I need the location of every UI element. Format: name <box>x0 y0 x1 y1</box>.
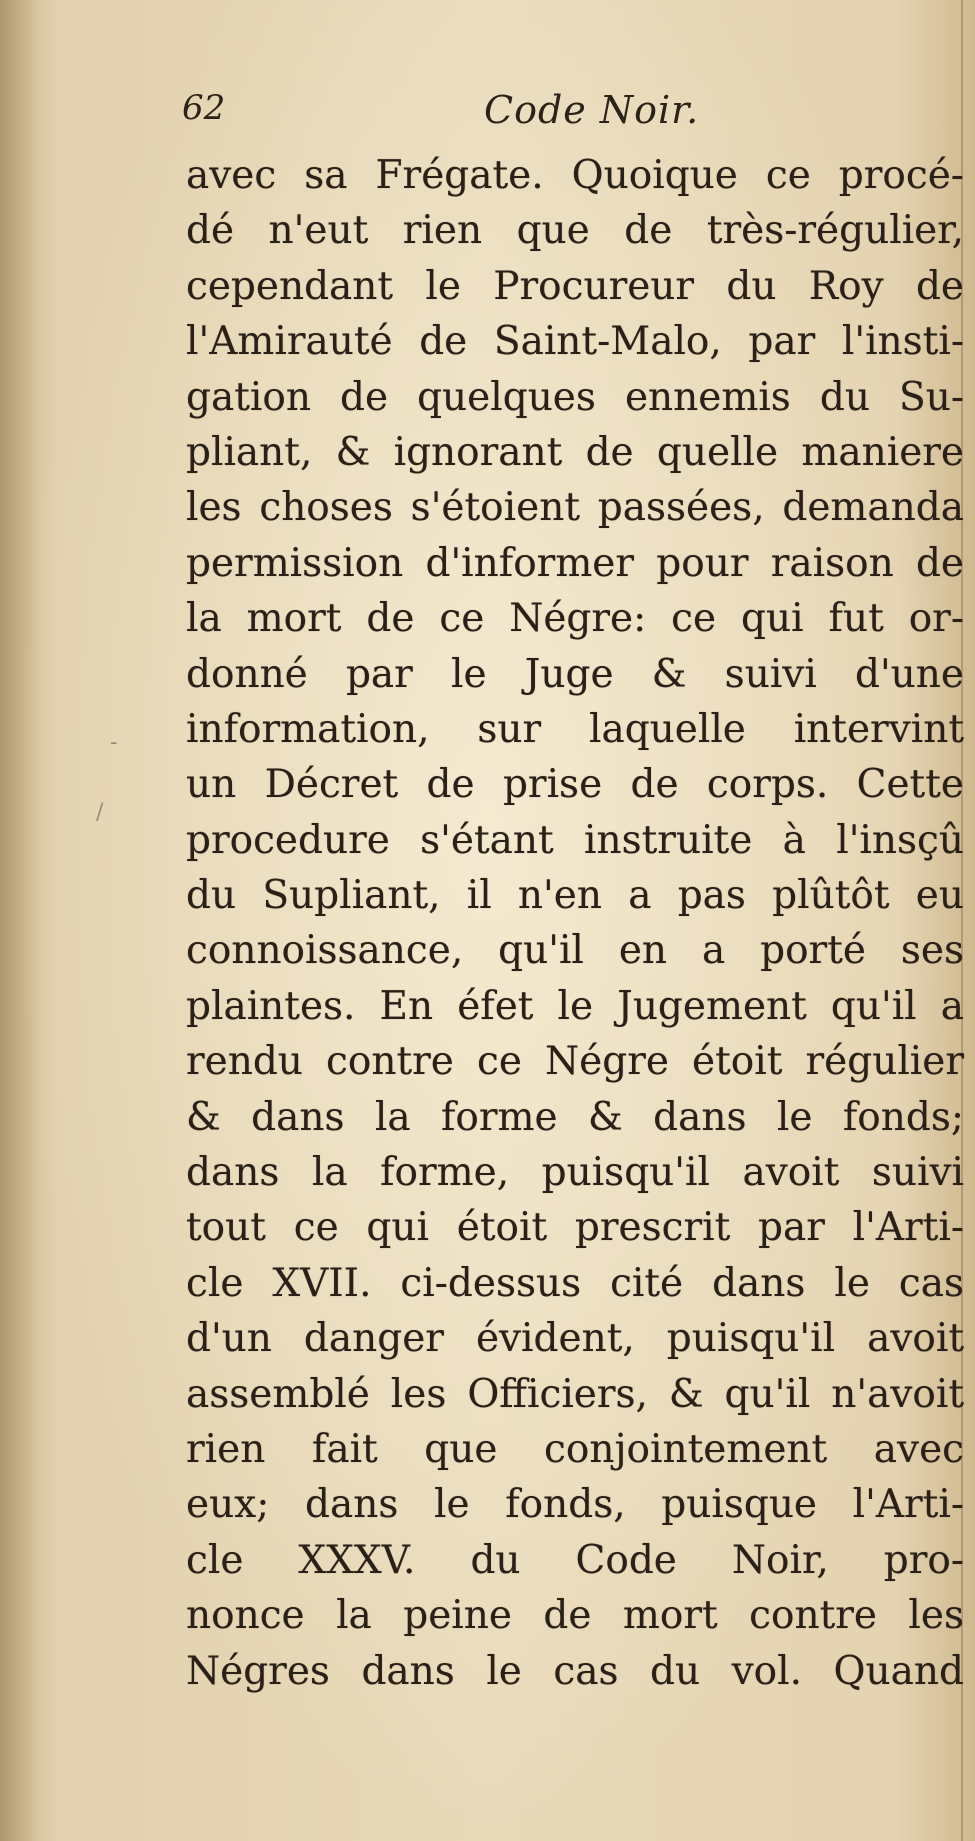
text-line: Négres dans le cas du vol. Quand <box>186 1648 964 1694</box>
text-line: permission d'informer pour raison de <box>186 540 964 586</box>
running-title: Code Noir. <box>484 88 700 132</box>
text-line: pliant, & ignorant de quelle maniere <box>186 429 964 475</box>
text-line: rendu contre ce Négre étoit régulier <box>186 1039 964 1085</box>
stray-mark: - <box>110 730 118 755</box>
page-header <box>182 88 962 140</box>
text-line: & dans la forme & dans le fonds; <box>186 1094 964 1140</box>
text-line: procedure s'étant instruite à l'insçû <box>186 817 964 863</box>
text-line: eux; dans le fonds, puisque l'Arti- <box>186 1482 964 1528</box>
body-text <box>186 148 964 1699</box>
text-line: dé n'eut rien que de très-régulier, <box>186 208 964 254</box>
text-line: rien fait que conjointement avec <box>186 1426 964 1472</box>
text-line: cle XXXV. du Code Noir, pro- <box>186 1537 964 1583</box>
text-line: tout ce qui étoit prescrit par l'Arti- <box>186 1205 964 1251</box>
text-line: donné par le Juge & suivi d'une <box>186 651 964 697</box>
text-line: assemblé les Officiers, & qu'il n'avoit <box>186 1371 964 1417</box>
text-line: du Supliant, il n'en a pas plûtôt eu <box>186 873 964 919</box>
text-line: la mort de ce Négre: ce qui fut or- <box>186 596 964 642</box>
text-line: cependant le Procureur du Roy de <box>186 263 964 309</box>
text-line: cle XVII. ci-dessus cité dans le cas <box>186 1260 964 1306</box>
text-line: connoissance, qu'il en a porté ses <box>186 928 964 974</box>
text-line: avec sa Frégate. Quoique ce procé- <box>186 153 964 198</box>
text-line: l'Amirauté de Saint-Malo, par l'insti- <box>186 319 964 365</box>
text-line: dans la forme, puisqu'il avoit suivi <box>186 1150 964 1196</box>
text-line: d'un danger évident, puisqu'il avoit <box>186 1316 964 1362</box>
text-line: les choses s'étoient passées, demanda <box>186 485 964 531</box>
gutter-shadow <box>0 0 40 1841</box>
page-number: 62 <box>182 88 226 128</box>
stray-mark: / <box>96 800 104 825</box>
text-line: nonce la peine de mort contre les <box>186 1593 964 1639</box>
text-line: gation de quelques ennemis du Su- <box>186 374 964 420</box>
text-line: un Décret de prise de corps. Cette <box>186 762 964 808</box>
text-line: plaintes. En éfet le Jugement qu'il a <box>186 983 964 1029</box>
text-line: information, sur laquelle intervint <box>186 706 964 752</box>
